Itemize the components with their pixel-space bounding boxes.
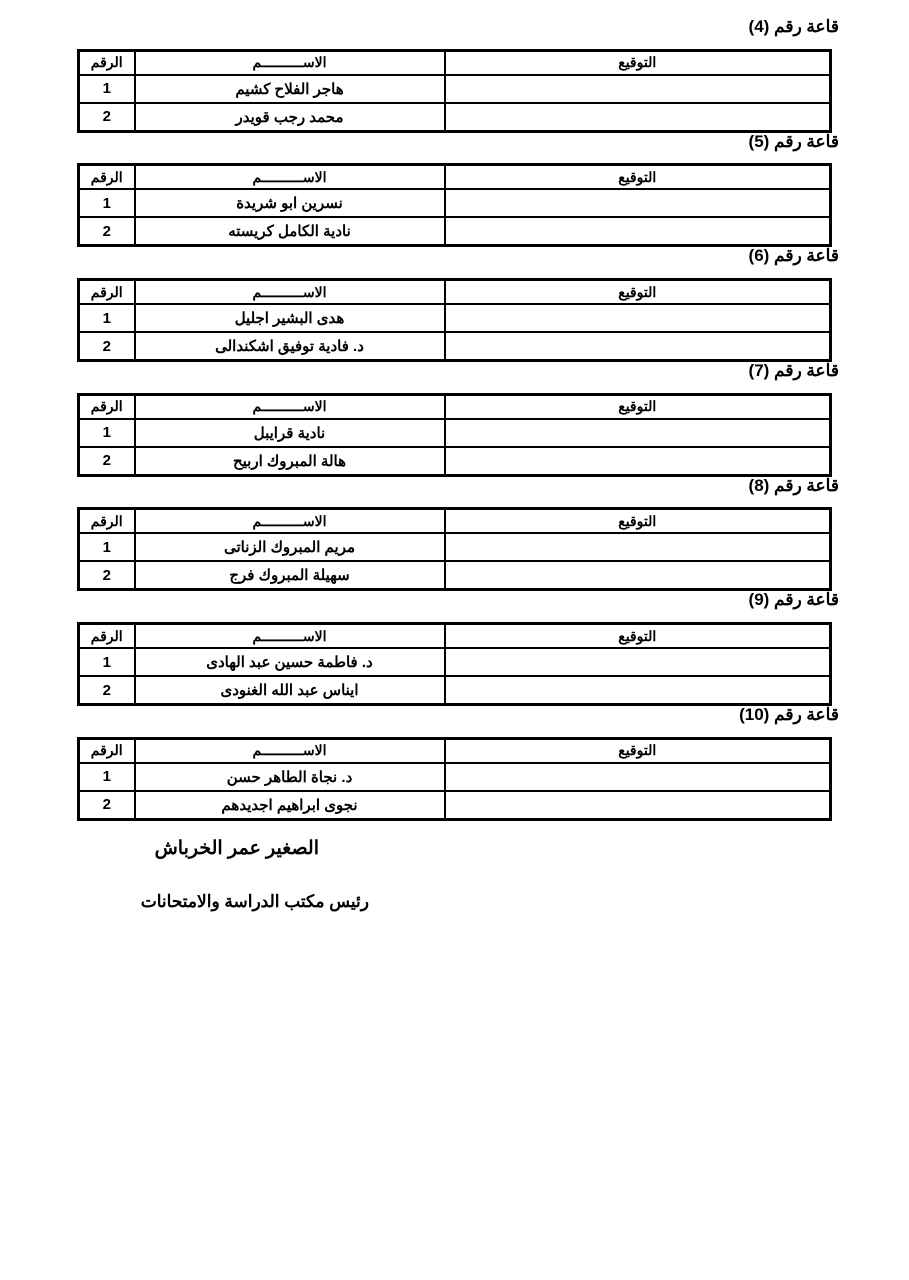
table-row [79, 533, 831, 561]
column-header-name: الاســــــــــم [135, 280, 445, 305]
column-header-number: الرقم [79, 394, 135, 419]
hall-table-10 [77, 737, 832, 821]
table-row [79, 763, 831, 791]
column-header-signature: التوقيع [445, 280, 831, 305]
table-row [79, 447, 831, 476]
table-header-row [79, 624, 831, 649]
hall-section-5 [0, 133, 909, 248]
column-header-signature: التوقيع [445, 738, 831, 763]
name-cell: هالة المبروك اربيح [135, 447, 445, 476]
name-cell: هاجر الفلاح كشيم [135, 75, 445, 103]
name-cell: د. فاطمة حسين عبد الهادى [135, 648, 445, 676]
column-header-signature: التوقيع [445, 50, 831, 75]
hall-section-7 [0, 362, 909, 477]
number-cell: 2 [79, 676, 135, 705]
column-header-name: الاســــــــــم [135, 394, 445, 419]
column-header-name: الاســــــــــم [135, 50, 445, 75]
column-header-number: الرقم [79, 50, 135, 75]
table-row [79, 217, 831, 246]
hall-section-9 [0, 591, 909, 706]
signature-cell[interactable] [445, 332, 831, 361]
table-header-row [79, 165, 831, 190]
table-header-row [79, 50, 831, 75]
number-cell: 1 [79, 75, 135, 103]
name-cell: سهيلة المبروك فرج [135, 561, 445, 590]
hall-title-4: قاعة رقم (4) [748, 17, 839, 36]
column-header-number: الرقم [79, 165, 135, 190]
signature-cell[interactable] [445, 676, 831, 705]
hall-table-4 [77, 49, 832, 133]
name-cell: د. نجاة الطاهر حسن [135, 763, 445, 791]
table-header-row [79, 738, 831, 763]
signature-cell[interactable] [445, 189, 831, 217]
number-cell: 1 [79, 419, 135, 447]
number-cell: 2 [79, 791, 135, 820]
signature-cell[interactable] [445, 561, 831, 590]
number-cell: 2 [79, 217, 135, 246]
number-cell: 1 [79, 189, 135, 217]
table-header-row [79, 280, 831, 305]
hall-section-6 [0, 247, 909, 362]
column-header-signature: التوقيع [445, 394, 831, 419]
table-row [79, 791, 831, 820]
number-cell: 2 [79, 103, 135, 132]
hall-table-7 [77, 393, 832, 477]
name-cell: نادية الكامل كريسته [135, 217, 445, 246]
name-cell: د. فادية توفيق اشكندالى [135, 332, 445, 361]
table-header-row [79, 509, 831, 534]
name-cell: نجوى ابراهيم اجديدهم [135, 791, 445, 820]
table-row [79, 419, 831, 447]
name-cell: محمد رجب قويدر [135, 103, 445, 132]
table-row [79, 676, 831, 705]
table-row [79, 103, 831, 132]
column-header-name: الاســــــــــم [135, 509, 445, 534]
hall-table-9 [77, 622, 832, 706]
table-row [79, 332, 831, 361]
signature-cell[interactable] [445, 533, 831, 561]
signature-cell[interactable] [445, 648, 831, 676]
column-header-number: الرقم [79, 280, 135, 305]
hall-table-6 [77, 278, 832, 362]
hall-title-10: قاعة رقم (10) [739, 705, 839, 725]
number-cell: 1 [79, 304, 135, 332]
column-header-name: الاســــــــــم [135, 165, 445, 190]
column-header-signature: التوقيع [445, 509, 831, 534]
table-row [79, 304, 831, 332]
hall-title-8: قاعة رقم (8) [748, 475, 839, 495]
hall-title-5: قاعة رقم (5) [748, 131, 839, 151]
column-header-name: الاســــــــــم [135, 624, 445, 649]
hall-table-8 [77, 507, 832, 591]
number-cell: 1 [79, 533, 135, 561]
table-row [79, 189, 831, 217]
signature-cell[interactable] [445, 304, 831, 332]
hall-section-4 [0, 0, 909, 133]
signature-cell[interactable] [445, 419, 831, 447]
table-row [79, 75, 831, 103]
column-header-number: الرقم [79, 624, 135, 649]
column-header-number: الرقم [79, 509, 135, 534]
hall-title-6: قاعة رقم (6) [748, 246, 839, 266]
signature-cell[interactable] [445, 75, 831, 103]
table-header-row [79, 394, 831, 419]
column-header-number: الرقم [79, 738, 135, 763]
name-cell: هدى البشير اجليل [135, 304, 445, 332]
hall-section-8 [0, 477, 909, 592]
table-row [79, 648, 831, 676]
signature-cell[interactable] [445, 217, 831, 246]
number-cell: 2 [79, 447, 135, 476]
hall-table-5 [77, 163, 832, 247]
name-cell: مريم المبروك الزناتى [135, 533, 445, 561]
signature-cell[interactable] [445, 103, 831, 132]
number-cell: 2 [79, 561, 135, 590]
number-cell: 1 [79, 648, 135, 676]
hall-title-9: قاعة رقم (9) [748, 590, 839, 610]
number-cell: 1 [79, 763, 135, 791]
signature-cell[interactable] [445, 447, 831, 476]
signature-cell[interactable] [445, 763, 831, 791]
table-row [79, 561, 831, 590]
signer-name: الصغير عمر الخرباش [154, 837, 319, 859]
document-footer [0, 837, 909, 912]
name-cell: نادية قرايبل [135, 419, 445, 447]
column-header-signature: التوقيع [445, 624, 831, 649]
hall-section-10 [0, 706, 909, 821]
signer-role: رئيس مكتب الدراسة والامتحانات [140, 891, 369, 911]
hall-title-7: قاعة رقم (7) [748, 361, 839, 381]
signature-cell[interactable] [445, 791, 831, 820]
column-header-name: الاســــــــــم [135, 738, 445, 763]
number-cell: 2 [79, 332, 135, 361]
column-header-signature: التوقيع [445, 165, 831, 190]
name-cell: نسرين ابو شريدة [135, 189, 445, 217]
name-cell: ايناس عبد الله الغنودى [135, 676, 445, 705]
